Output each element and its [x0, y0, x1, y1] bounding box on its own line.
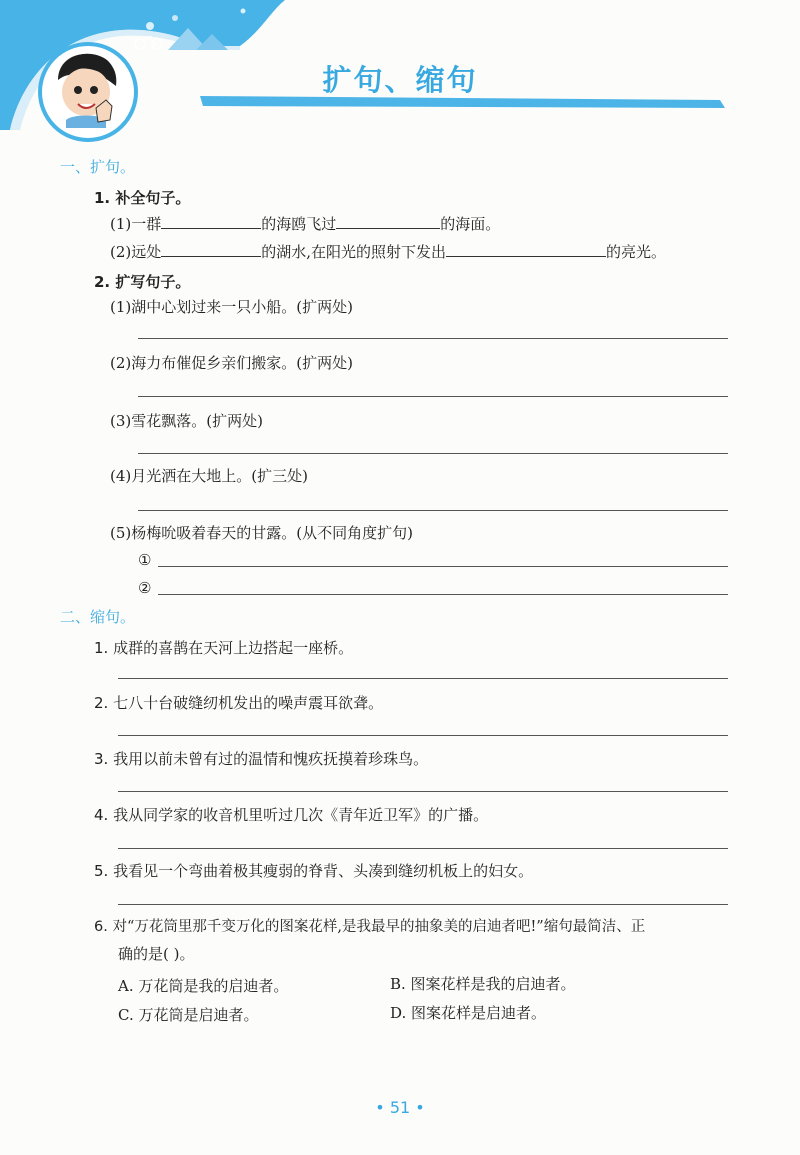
- answer-line[interactable]: [158, 594, 728, 595]
- fill-blank[interactable]: [336, 212, 440, 229]
- option-d[interactable]: D. 图案花样是启迪者。: [390, 1004, 547, 1022]
- expand-item-3: (3)雪花飘落。(扩两处): [110, 412, 263, 430]
- expand-item-2: (2)海力布催促乡亲们搬家。(扩两处): [110, 354, 353, 372]
- section2-heading: 二、缩句。: [60, 608, 136, 626]
- q6-question-line1: 6. 对“万花筒里那千变万化的图案花样,是我最早的抽象美的启迪者吧!”缩句最简洁、正: [94, 919, 646, 935]
- option-a[interactable]: A. 万花筒是我的启迪者。: [118, 977, 289, 995]
- q6-question-line2: 确的是( )。: [118, 945, 195, 963]
- answer-mark-2: ②: [138, 579, 152, 597]
- answer-line[interactable]: [138, 453, 728, 454]
- q1-sentence-2: (2)远处 的湖水,在阳光的照射下发出 的亮光。: [110, 240, 666, 262]
- fill-blank[interactable]: [446, 240, 606, 257]
- condense-item-4: 4. 我从同学家的收音机里听过几次《青年近卫军》的广播。: [94, 806, 489, 824]
- answer-line[interactable]: [118, 904, 728, 905]
- answer-line[interactable]: [158, 566, 728, 567]
- page-number: • 51 •: [375, 1098, 425, 1117]
- q2-label: 2. 扩写句子。: [94, 273, 191, 291]
- page-title: 扩句、缩句: [322, 63, 478, 97]
- section1-heading: 一、扩句。: [60, 158, 136, 176]
- expand-item-4: (4)月光洒在大地上。(扩三处): [110, 467, 308, 485]
- answer-line[interactable]: [118, 678, 728, 679]
- answer-line[interactable]: [138, 338, 728, 339]
- expand-item-1: (1)湖中心划过来一只小船。(扩两处): [110, 298, 353, 316]
- condense-item-2: 2. 七八十台破缝纫机发出的噪声震耳欲聋。: [94, 694, 384, 712]
- q1-label: 1. 补全句子。: [94, 189, 191, 207]
- answer-line[interactable]: [118, 791, 728, 792]
- option-b[interactable]: B. 图案花样是我的启迪者。: [390, 975, 576, 993]
- answer-line[interactable]: [118, 735, 728, 736]
- expand-item-5: (5)杨梅吮吸着春天的甘露。(从不同角度扩句): [110, 524, 413, 542]
- fill-blank[interactable]: [161, 212, 261, 229]
- q1-sentence-1: (1)一群 的海鸥飞过 的海面。: [110, 212, 500, 234]
- answer-line[interactable]: [118, 848, 728, 849]
- answer-line[interactable]: [138, 396, 728, 397]
- answer-line[interactable]: [138, 510, 728, 511]
- answer-mark-1: ①: [138, 551, 152, 569]
- option-c[interactable]: C. 万花筒是启迪者。: [118, 1006, 259, 1024]
- fill-blank[interactable]: [161, 240, 261, 257]
- condense-item-5: 5. 我看见一个弯曲着极其瘦弱的脊背、头凑到缝纫机板上的妇女。: [94, 862, 534, 880]
- bicycle-icon: [135, 37, 162, 49]
- condense-item-3: 3. 我用以前未曾有过的温情和愧疚抚摸着珍珠鸟。: [94, 750, 429, 768]
- condense-item-1: 1. 成群的喜鹊在天河上边搭起一座桥。: [94, 639, 354, 657]
